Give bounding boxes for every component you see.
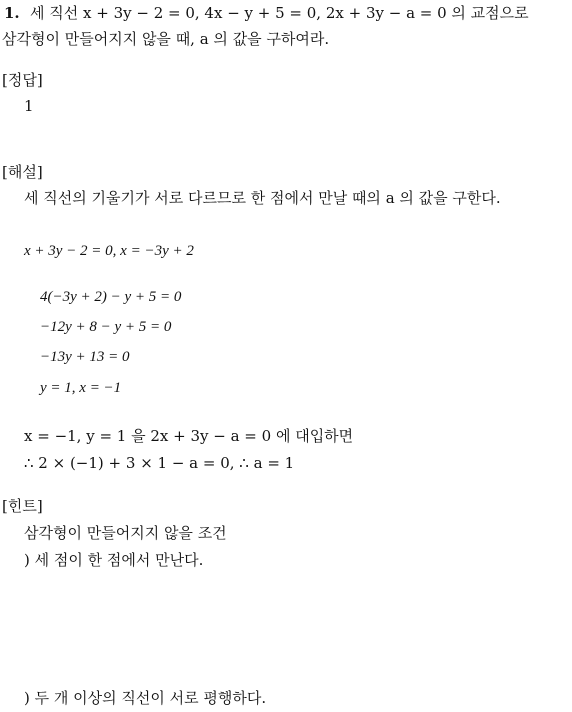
hint-label: [힌트]: [2, 497, 43, 515]
explanation-label: [해설]: [2, 163, 43, 181]
explanation-step-2: −12y + 8 − y + 5 = 0: [40, 319, 172, 335]
explanation-line3: x = −1, y = 1 을 2x + 3y − a = 0 에 대입하면: [24, 427, 354, 445]
question-number: 1.: [4, 4, 20, 22]
explanation-line1: 세 직선의 기울기가 서로 다르므로 한 점에서 만날 때의 a 의 값을 구한다.: [24, 189, 501, 207]
explanation-step-4: y = 1, x = −1: [40, 380, 122, 396]
explanation-step-1: 4(−3y + 2) − y + 5 = 0: [40, 289, 182, 305]
answer-value: 1: [24, 97, 34, 115]
explanation-step-3: −13y + 13 = 0: [40, 349, 130, 365]
hint-line1: 삼각형이 만들어지지 않을 조건: [24, 524, 227, 542]
explanation-line4: ∴ 2 × (−1) + 3 × 1 − a = 0, ∴ a = 1: [24, 454, 295, 472]
question-text-line2: 삼각형이 만들어지지 않을 때, a 의 값을 구하여라.: [2, 30, 330, 48]
answer-label: [정답]: [2, 71, 43, 89]
hint-line3: ) 두 개 이상의 직선이 서로 평행하다.: [24, 689, 267, 707]
explanation-line2: x + 3y − 2 = 0, x = −3y + 2: [24, 243, 194, 259]
hint-line2: ) 세 점이 한 점에서 만난다.: [24, 551, 204, 569]
question-text-line1: 세 직선 x + 3y − 2 = 0, 4x − y + 5 = 0, 2x + 3y − a = 0 의 교점으로: [30, 4, 529, 22]
